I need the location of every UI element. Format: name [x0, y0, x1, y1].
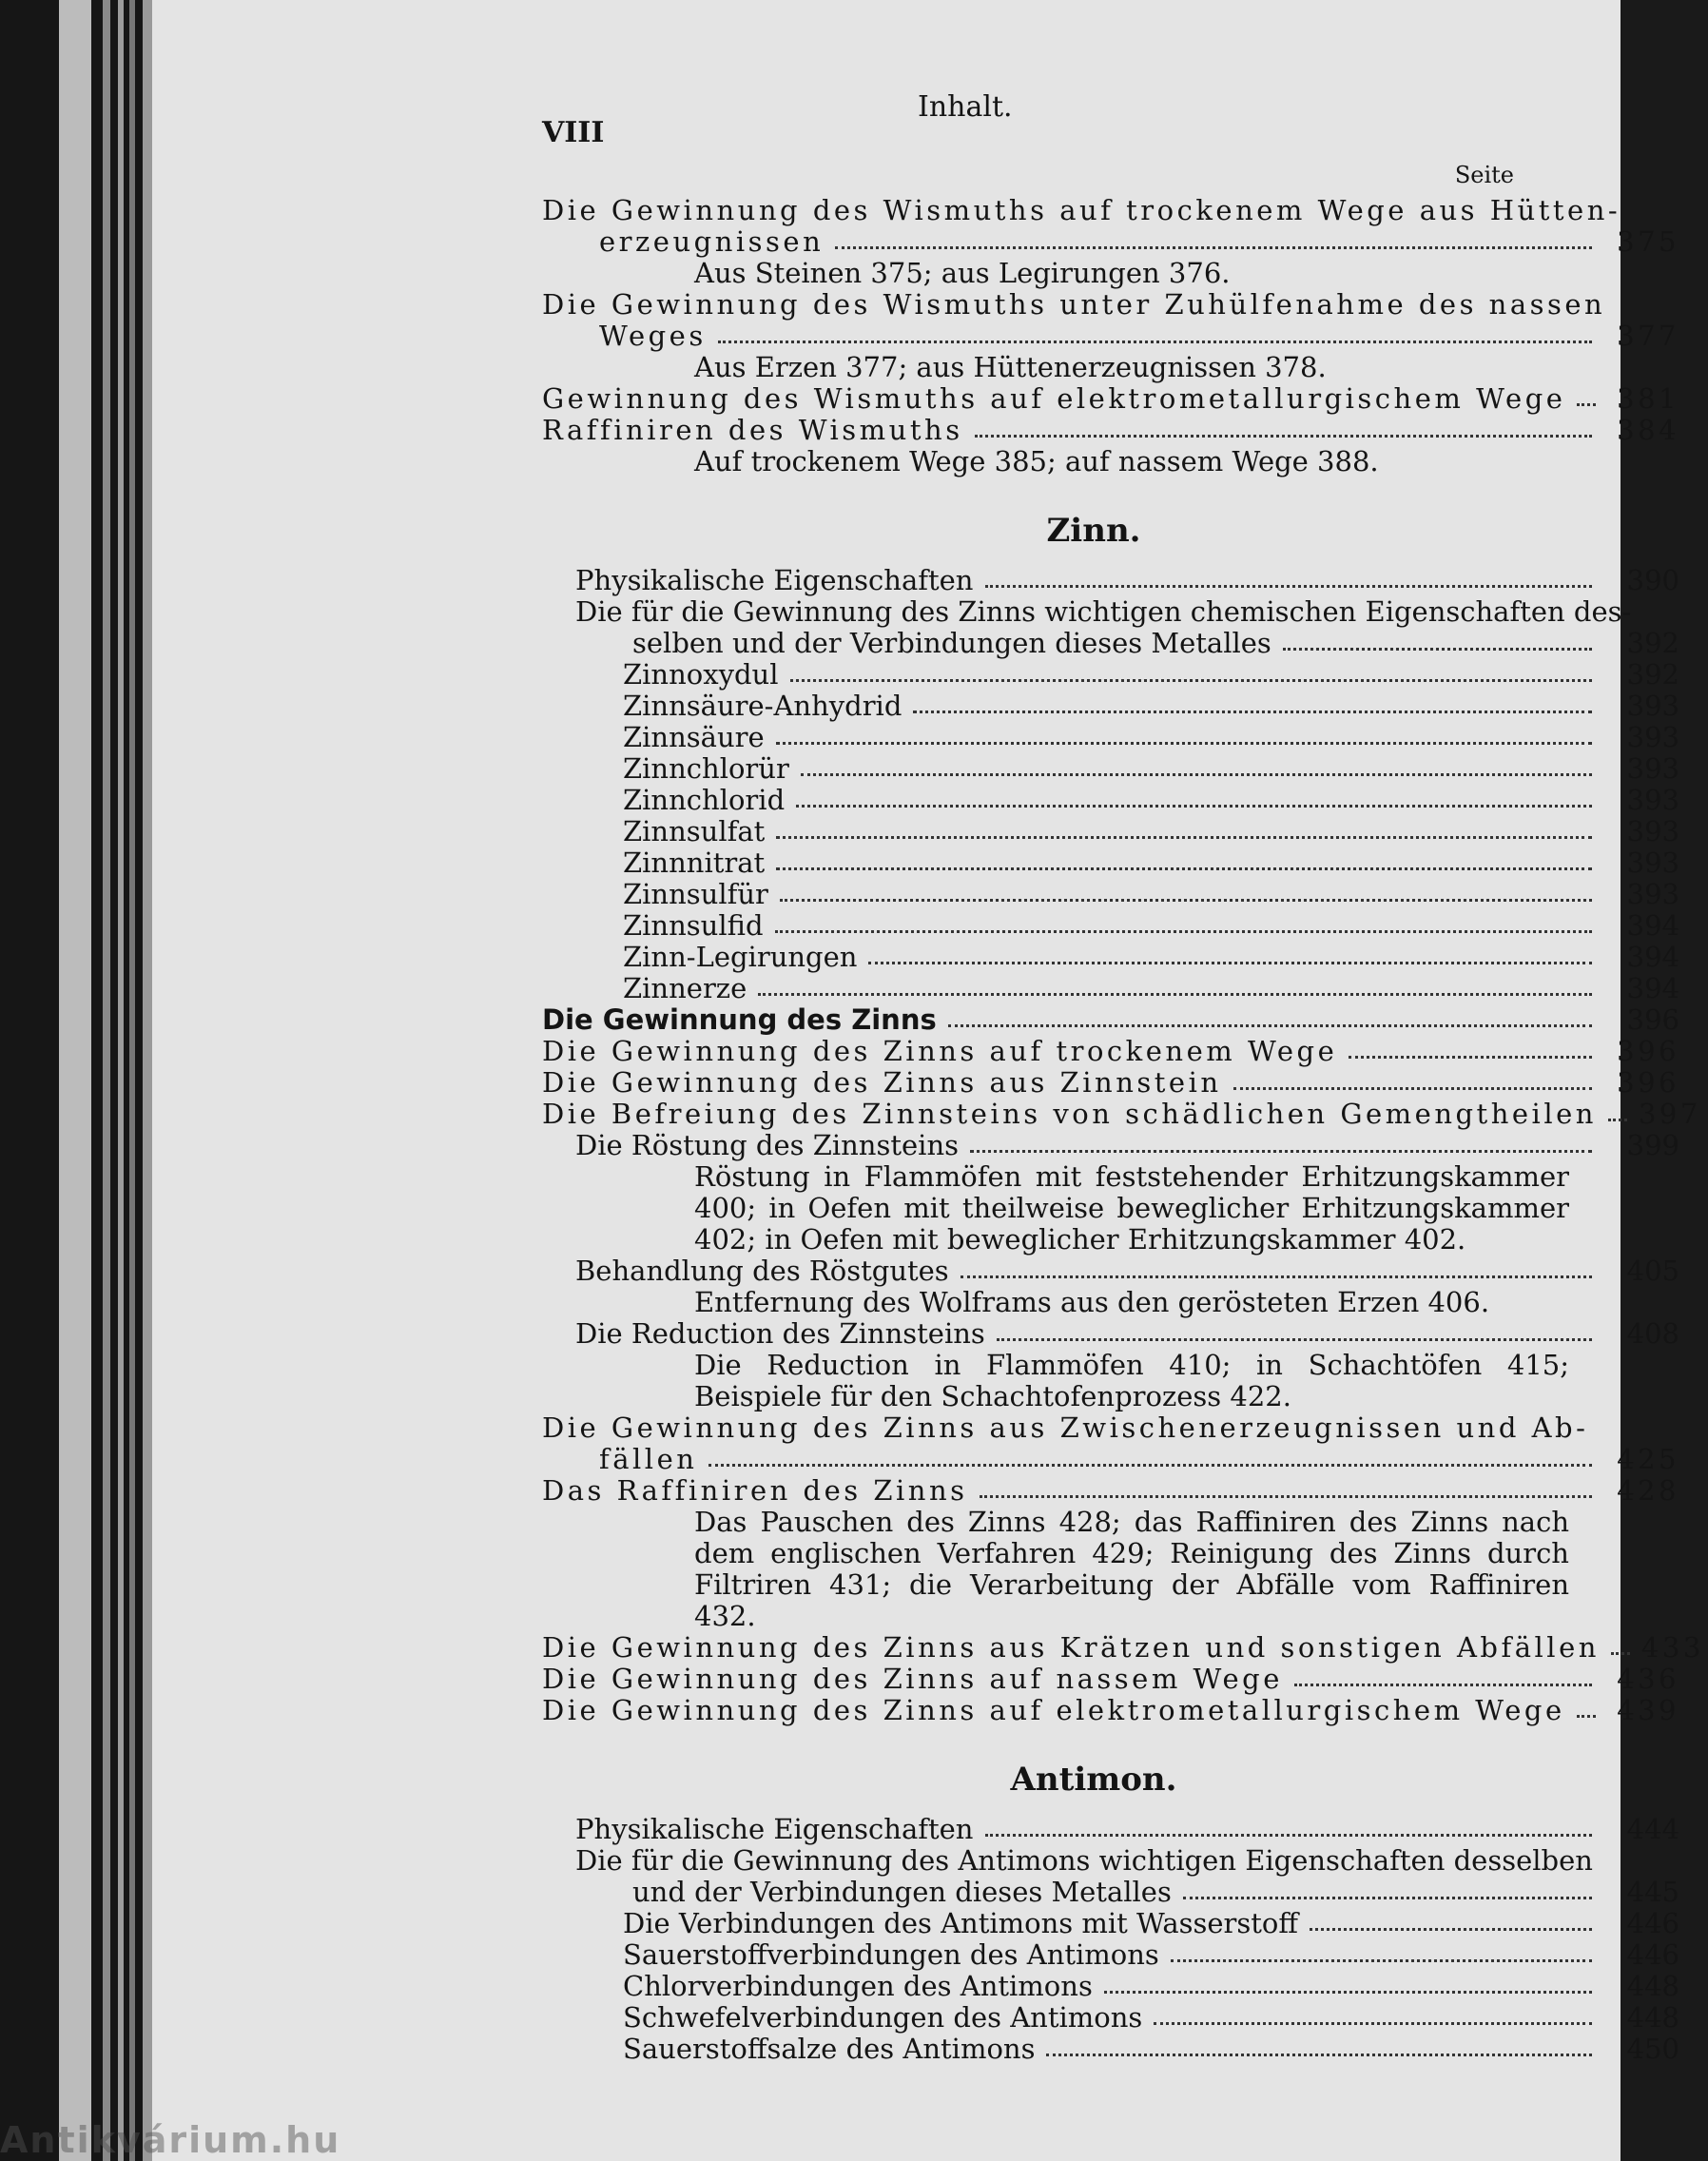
- dot-leader: [1183, 1897, 1592, 1899]
- zinn-section: [542, 564, 1704, 1726]
- dot-leader: [718, 341, 1592, 343]
- toc-entry: Die Gewinnung des Zinns auf nassem Wege 436: [542, 1664, 1683, 1695]
- page-ref: 433: [1640, 1631, 1704, 1664]
- page-ref: 446: [1626, 1938, 1679, 1971]
- watermark: Antikvárium.hu: [0, 2119, 341, 2161]
- page-edge: [143, 0, 152, 2161]
- compound-entry: Zinnsulfat 393: [623, 816, 1683, 847]
- compound-entry: Zinnoxydul 392: [623, 659, 1683, 691]
- toc-note: Aus Steinen 375; aus Legirungen 376.: [694, 257, 1231, 289]
- toc-entry: Das Raffiniren des Zinns 428: [542, 1475, 1683, 1507]
- page-ref: 396: [1617, 1066, 1679, 1099]
- page-ref: 377: [1617, 320, 1679, 352]
- toc-entry: Die Gewinnung des Zinns auf trockenem Wege 396: [542, 1036, 1683, 1067]
- page-column-label: Seite: [1454, 162, 1514, 188]
- spine-band: [129, 0, 135, 2161]
- dot-leader: [1349, 1056, 1592, 1059]
- dot-leader: [970, 1150, 1592, 1153]
- toc-entry: Physikalische Eigenschaften 390: [575, 565, 1683, 596]
- toc-entry: Die Röstung des Zinnsteins 399: [575, 1130, 1683, 1161]
- toc-note: Das Pauschen des Zinns 428; das Raffiniren des Zinns nach dem englischen Verfahren 429; Reinigung des Zinns durch Filtriren 431; die Verarbeitung der Abfälle vom Raffiniren 432.: [694, 1506, 1569, 1632]
- dot-leader: [758, 993, 1592, 996]
- antimon-section: [542, 1814, 1683, 2065]
- dot-leader: [780, 899, 1592, 902]
- compound-entry: Die Verbindungen des Antimons mit Wasserstoff 446: [623, 1908, 1683, 1939]
- dot-leader: [835, 246, 1592, 249]
- page-ref: 408: [1626, 1317, 1679, 1350]
- page-ref: 393: [1626, 878, 1679, 910]
- page-ref: 394: [1626, 972, 1679, 1004]
- toc-entry: Die Gewinnung des Wismuths unter Zuhülfenahme des nassen: [542, 288, 1606, 321]
- page-ref: 392: [1626, 658, 1679, 691]
- toc-entry: Die Reduction des Zinnsteins 408: [575, 1318, 1683, 1350]
- dot-leader: [801, 773, 1592, 776]
- compound-entry: Zinnerze 394: [623, 973, 1683, 1004]
- compound-entry: Chlorverbindungen des Antimons 448: [623, 1971, 1683, 2002]
- toc-entry: Raffiniren des Wismuths 384: [542, 415, 1683, 446]
- toc-entry: Die für die Gewinnung des Antimons wichtigen Eigenschaften desselben: [575, 1844, 1593, 1877]
- compound-entry: Zinnsulfid 394: [623, 910, 1683, 942]
- toc-entry: Die Befreiung des Zinnsteins von schädlichen Gemengtheilen 397: [542, 1099, 1683, 1130]
- dot-leader: [961, 1275, 1592, 1278]
- spine-band: [118, 0, 124, 2161]
- dot-leader: [1171, 1959, 1592, 1962]
- dot-leader: [985, 1834, 1593, 1837]
- toc-note: Röstung in Flammöfen mit feststehender Erhitzungskammer 400; in Oefen mit theilweise beweglicher Erhitzungskammer 402; in Oefen mit beweglicher Erhitzungskammer 402.: [694, 1160, 1569, 1256]
- toc-entry: Die Gewinnung des Zinns aus Zinnstein 396: [542, 1067, 1683, 1099]
- compound-entry: Schwefelverbindungen des Antimons 448: [623, 2002, 1683, 2034]
- compound-entry: Zinnsäure-Anhydrid 393: [623, 691, 1683, 722]
- toc-entry-cont: und der Verbindungen dieses Metalles 445: [575, 1877, 1683, 1908]
- dot-leader: [997, 1338, 1592, 1341]
- toc-entry-cont: selben und der Verbindungen dieses Metalles 392: [575, 628, 1683, 659]
- toc-entry-cont: erzeugnissen 375: [542, 226, 1683, 258]
- page-ref: 436: [1617, 1663, 1679, 1695]
- dot-leader: [1608, 1119, 1627, 1121]
- section-heading-antimon: Antimon.: [1010, 1761, 1177, 1799]
- dot-leader: [1577, 1715, 1596, 1718]
- page-ref: 393: [1626, 721, 1679, 753]
- page-ref: 390: [1626, 564, 1679, 596]
- toc-entry: Die Gewinnung des Zinns aus Zwischenerzeugnissen und Ab-: [542, 1411, 1589, 1444]
- compound-entry: Zinnsäure 393: [623, 722, 1683, 753]
- page-ref: 375: [1617, 225, 1679, 258]
- dot-leader: [985, 585, 1593, 588]
- page-ref: 397: [1638, 1098, 1701, 1130]
- page-ref: 384: [1617, 414, 1679, 446]
- dot-leader: [975, 435, 1592, 438]
- toc-note: Entfernung des Wolframs aus den gerösteten Erzen 406.: [694, 1286, 1490, 1318]
- dot-leader: [775, 930, 1592, 933]
- toc-entry-cont: fällen 425: [542, 1444, 1683, 1475]
- toc-entry: Behandlung des Röstgutes 405: [575, 1256, 1683, 1287]
- page-ref: 448: [1626, 1970, 1679, 2002]
- dot-leader: [1046, 2054, 1592, 2056]
- compound-entry: Zinn-Legirungen 394: [623, 942, 1683, 973]
- compound-entry: Zinnchlorid 393: [623, 785, 1683, 816]
- page-ref: 381: [1617, 382, 1679, 415]
- spine-band: [103, 0, 110, 2161]
- toc-note: Die Reduction in Flammöfen 410; in Schachtöfen 415; Beispiele für den Schachtofenprozess 422.: [694, 1349, 1569, 1412]
- page-title: Inhalt.: [918, 90, 1013, 124]
- spine-band: [59, 0, 91, 2161]
- dot-leader: [868, 962, 1592, 964]
- page-ref: 396: [1626, 1003, 1679, 1036]
- page-ref: 393: [1626, 815, 1679, 847]
- dot-leader: [1233, 1087, 1592, 1090]
- compound-entry: Zinnsulfür 393: [623, 879, 1683, 910]
- dot-leader: [708, 1464, 1592, 1467]
- compound-entry: Sauerstoffsalze des Antimons 450: [623, 2034, 1683, 2065]
- page-ref: 393: [1626, 752, 1679, 785]
- toc-entry: Die Gewinnung des Zinns auf elektrometallurgischem Wege 439: [542, 1695, 1683, 1726]
- page-ref: 393: [1626, 847, 1679, 879]
- dot-leader: [790, 679, 1593, 682]
- compound-entry: Zinnchlorür 393: [623, 753, 1683, 785]
- dot-leader: [1104, 1991, 1592, 1994]
- page-ref: 405: [1626, 1255, 1679, 1287]
- dot-leader: [1611, 1652, 1630, 1655]
- toc-entry: Physikalische Eigenschaften 444: [575, 1814, 1683, 1845]
- dot-leader: [948, 1024, 1592, 1027]
- page-ref: 444: [1626, 1813, 1679, 1845]
- page-ref: 450: [1626, 2033, 1679, 2065]
- page-ref: 446: [1626, 1907, 1679, 1939]
- toc-note: Aus Erzen 377; aus Hüttenerzeugnissen 378.: [694, 351, 1327, 383]
- table-of-contents: [542, 194, 1704, 2065]
- page-ref: 394: [1626, 941, 1679, 973]
- toc-entry: Gewinnung des Wismuths auf elektrometallurgischem Wege 381: [542, 383, 1683, 415]
- wismut-section: [542, 195, 1683, 477]
- page-number: VIII: [542, 116, 605, 149]
- dot-leader: [1577, 403, 1596, 406]
- dot-leader: [913, 711, 1592, 713]
- toc-note: Auf trockenem Wege 385; auf nassem Wege 388.: [694, 445, 1379, 477]
- dot-leader: [776, 867, 1592, 870]
- page-ref: 445: [1626, 1876, 1679, 1908]
- dot-leader: [1154, 2022, 1592, 2025]
- dot-leader: [1283, 648, 1592, 651]
- page-ref: 394: [1626, 909, 1679, 942]
- compound-entry: Zinnnitrat 393: [623, 847, 1683, 879]
- page-ref: 393: [1626, 784, 1679, 816]
- dot-leader: [1310, 1928, 1592, 1931]
- page-ref: 428: [1617, 1474, 1679, 1507]
- dot-leader: [776, 836, 1592, 839]
- book-spine: [0, 0, 143, 2161]
- page-ref: 425: [1617, 1443, 1679, 1475]
- section-heading-zinn: Zinn.: [1046, 512, 1141, 550]
- page-ref: 393: [1626, 690, 1679, 722]
- toc-entry: Die Gewinnung des Zinns 396: [542, 1004, 1683, 1036]
- toc-entry: Die Gewinnung des Wismuths auf trockenem Wege aus Hütten-: [542, 194, 1621, 226]
- dot-leader: [1294, 1684, 1592, 1686]
- toc-entry: Die Gewinnung des Zinns aus Krätzen und sonstigen Abfällen 433: [542, 1632, 1683, 1664]
- dot-leader: [980, 1495, 1592, 1498]
- dot-leader: [796, 805, 1592, 808]
- page-ref: 392: [1626, 627, 1679, 659]
- toc-entry: Die für die Gewinnung des Zinns wichtigen chemischen Eigenschaften des-: [575, 595, 1632, 628]
- page-ref: 399: [1626, 1129, 1679, 1161]
- book-page: [143, 0, 1704, 2161]
- page-ref: 448: [1626, 2001, 1679, 2034]
- toc-entry-cont: Weges 377: [542, 321, 1683, 352]
- dot-leader: [776, 742, 1592, 745]
- page-ref: 439: [1617, 1694, 1679, 1726]
- compound-entry: Sauerstoffverbindungen des Antimons 446: [623, 1939, 1683, 1971]
- page-ref: 396: [1617, 1035, 1679, 1067]
